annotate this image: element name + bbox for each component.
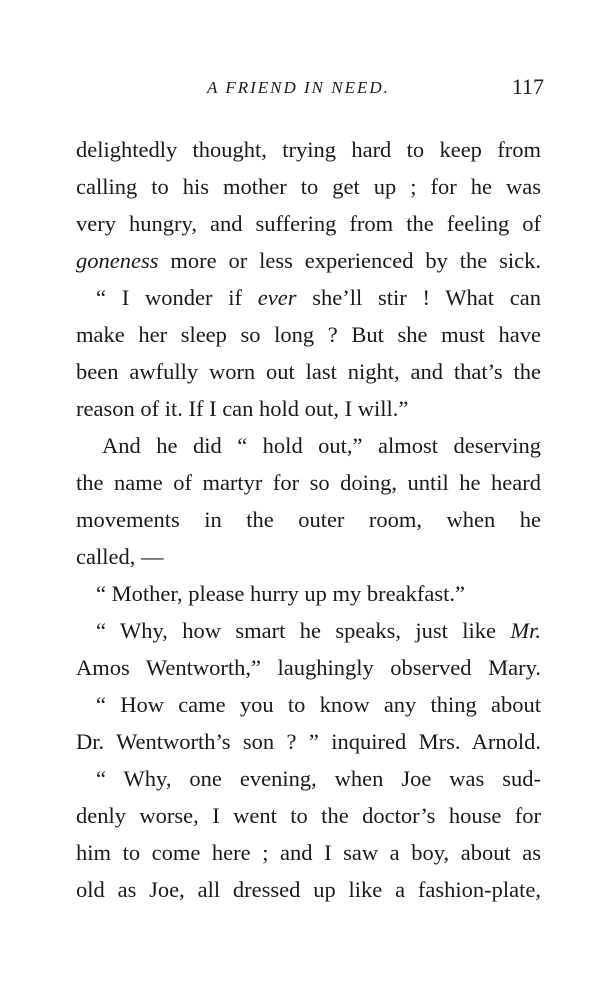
italic-word: goneness (76, 248, 159, 273)
text-line: old as Joe, all dressed up like a fashion-plate, (76, 877, 541, 902)
running-title: A FRIEND IN NEED. (207, 78, 390, 97)
text-line: “ Why, how smart he speaks, just like Mr. (96, 618, 541, 643)
italic-word: Mr. (510, 618, 541, 643)
text-line: reason of it. If I can hold out, I will.” (76, 396, 409, 421)
text-line: goneness more or less experienced by the sick. (76, 248, 541, 273)
text-line: make her sleep so long ? But she must have (76, 322, 541, 347)
text-line: very hungry, and suffering from the feeling of (76, 211, 541, 236)
page-number: 117 (511, 74, 544, 99)
body-text (76, 131, 541, 908)
text-line: called, — (76, 544, 164, 569)
text-line: “ Why, one evening, when Joe was sud- (96, 766, 541, 791)
text-line: been awfully worn out last night, and that’s the (76, 359, 541, 384)
text-line: calling to his mother to get up ; for he was (76, 174, 541, 199)
text-line: movements in the outer room, when he (76, 507, 541, 532)
italic-word: ever (257, 285, 297, 310)
text-line: “ I wonder if ever she’ll stir ! What can (96, 285, 542, 310)
page-header (74, 74, 544, 104)
text-line: him to come here ; and I saw a boy, about as (76, 840, 541, 865)
text-line: denly worse, I went to the doctor’s house for (76, 803, 541, 828)
text-line: the name of martyr for so doing, until he heard (76, 470, 541, 495)
text-line: “ Mother, please hurry up my breakfast.” (96, 581, 465, 606)
text-line: “ How came you to know any thing about (96, 692, 541, 717)
text-line: delightedly thought, trying hard to keep from (76, 137, 541, 162)
text-line: Dr. Wentworth’s son ? ” inquired Mrs. Arnold. (76, 729, 541, 754)
text-line: Amos Wentworth,” laughingly observed Mary. (76, 655, 541, 680)
text-line: And he did “ hold out,” almost deserving (102, 433, 541, 458)
